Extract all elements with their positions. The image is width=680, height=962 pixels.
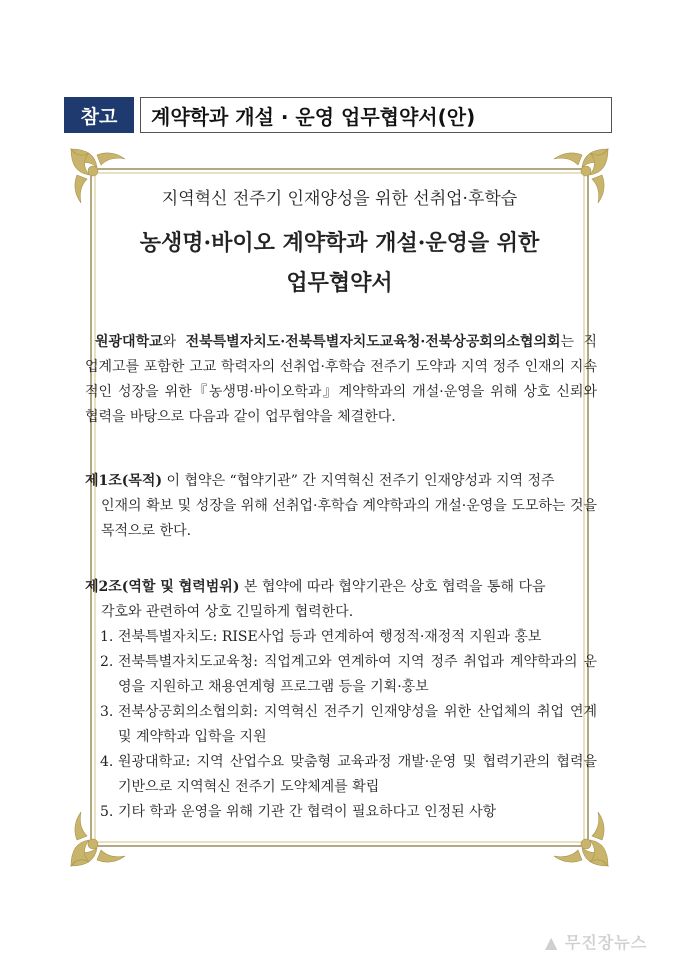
article-1-body: 인재의 확보 및 성장을 위해 선취업·후학습 계약학과의 개설·운영을 도모하는 것을 목적으로 한다. xyxy=(101,498,597,539)
list-item: 2. 전북특별자치도교육청: 직업계고와 연계하여 지역 정주 취업과 계약학과의 운영을 지원하고 채용연계형 프로그램 등을 기획·홍보 xyxy=(100,654,597,695)
watermark-logo-icon: ▲ xyxy=(545,933,559,952)
article-1 xyxy=(85,469,597,544)
article-2-items xyxy=(100,625,597,825)
list-item: 5. 기타 학과 운영을 위해 기관 간 협력이 필요하다고 인정된 사항 xyxy=(100,804,497,820)
document-subtitle: 지역혁신 전주기 인재양성을 위한 선취업·후학습 xyxy=(161,189,518,209)
list-item: 4. 원광대학교: 지역 산업수요 맞춤형 교육과정 개발·운영 및 협력기관의 협력을 기반으로 지역혁신 전주기 도약체계를 확립 xyxy=(100,754,597,795)
article-2-body: 각호와 관련하여 상호 긴밀하게 협력한다. xyxy=(101,604,354,620)
reference-badge: 참고 xyxy=(64,97,134,133)
list-item: 1. 전북특별자치도: RISE사업 등과 연계하여 행정적·재정적 지원과 홍보 xyxy=(100,629,542,645)
article-1-first-line: 이 협약은 “협약기관” 간 지역혁신 전주기 인재양성과 지역 정주 xyxy=(162,473,555,489)
header-title: 계약학과 개설 · 운영 업무협약서(안) xyxy=(140,97,612,133)
document-title-line1: 농생명·바이오 계약학과 개설·운영을 위한 xyxy=(139,230,540,256)
list-item: 3. 전북상공회의소협의회: 지역혁신 전주기 인재양성을 위한 산업체의 취업 연계 및 계약학과 입학을 지원 xyxy=(100,704,597,745)
preamble-paragraph xyxy=(85,330,597,430)
party-institutions: 전북특별자치도·전북특별자치도교육청·전북상공회의소협의회 xyxy=(185,334,561,350)
article-2 xyxy=(85,575,597,625)
document-title-line2: 업무협약서 xyxy=(286,270,393,296)
article-2-first-line: 본 협약에 따라 협약기관은 상호 협력을 통해 다음 xyxy=(239,579,546,595)
party-university: 원광대학교 xyxy=(95,334,163,350)
article-1-heading: 제1조(목적) xyxy=(85,473,163,489)
preamble-text: 는 직업계고를 포함한 고교 학력자의 선취업·후학습 전주기 도약과 지역 정주 인재의 지속적인 성장을 위한『농생명·바이오학과』계약학과의 개설·운영을 위해 상호 신뢰와 협력을 바탕으로 다음과 같이 업무협약을 체결한다. xyxy=(85,334,597,425)
watermark-text: 무진장뉴스 xyxy=(564,933,648,952)
article-2-heading: 제2조(역할 및 협력범위) xyxy=(85,579,240,595)
preamble-conj: 와 xyxy=(162,334,186,350)
watermark xyxy=(545,930,647,953)
header-bar xyxy=(64,97,612,133)
